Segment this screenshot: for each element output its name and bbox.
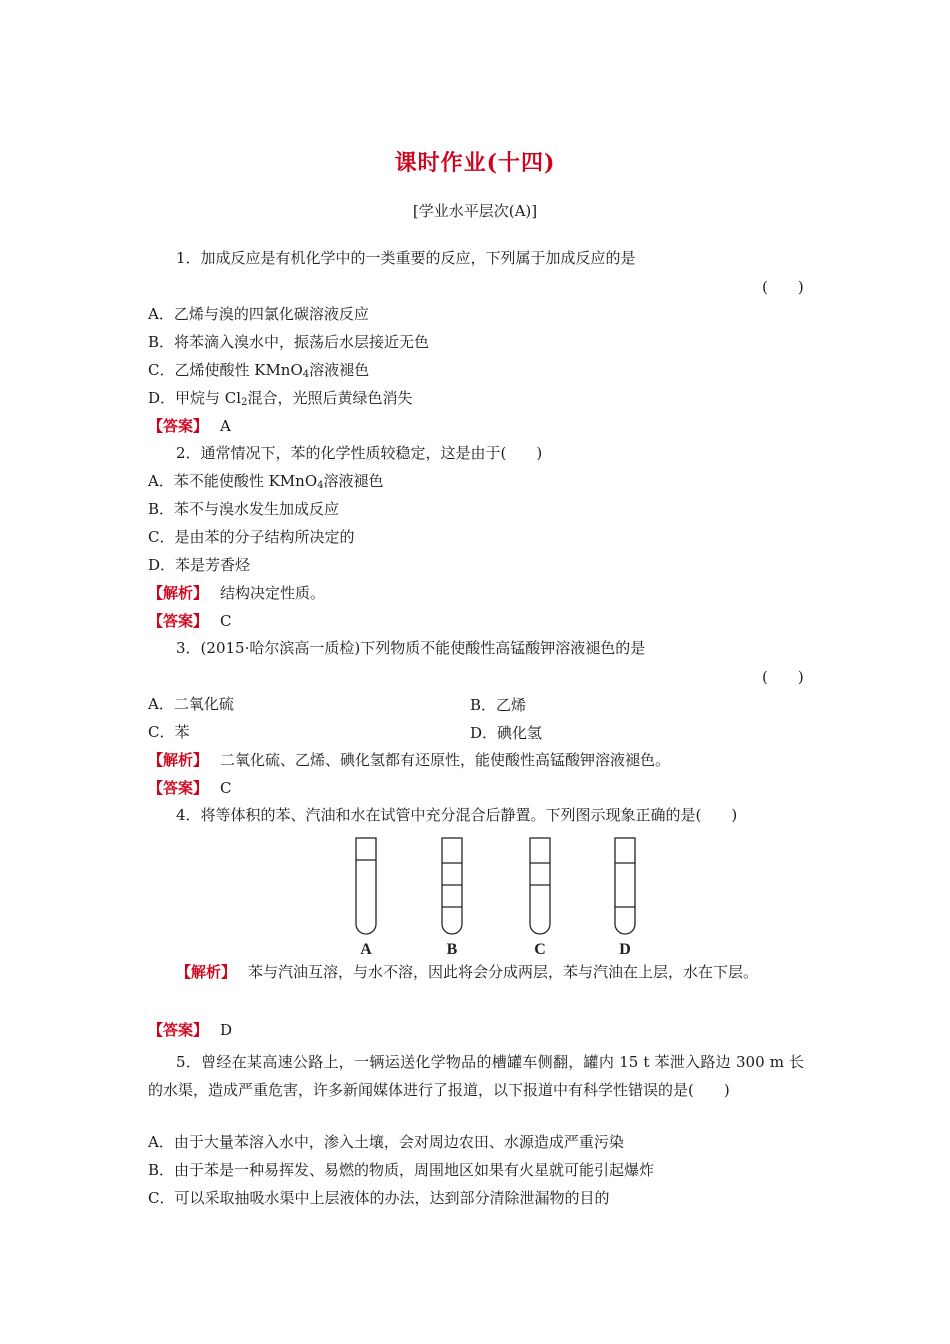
q5-stem: 5．曾经在某高速公路上，一辆运送化学物品的槽罐车侧翻，罐内 15 t 苯泄入路边 300 m 长的水渠，造成严重危害，许多新闻媒体进行了报道，以下报道中有科学性错误的是( ) xyxy=(148,1053,804,1099)
q3-option-b: B．乙烯 xyxy=(470,696,527,714)
q1-stem: 1．加成反应是有机化学中的一类重要的反应，下列属于加成反应的是 xyxy=(176,249,636,267)
q1-option-c: C．乙烯使酸性 KMnO$_4$溶液褪色 xyxy=(148,361,370,380)
test-tubes-figure xyxy=(340,830,640,960)
q1-option-a: A．乙烯与溴的四氯化碳溶液反应 xyxy=(148,305,369,323)
answer-tag: 【答案】 xyxy=(148,1021,209,1039)
analysis-tag: 【解析】 xyxy=(176,963,237,981)
page-title: 课时作业(十四) xyxy=(394,150,556,176)
q5-option-a: A．由于大量苯溶入水中，渗入土壤，会对周边农田、水源造成严重污染 xyxy=(148,1133,624,1151)
answer-tag: 【答案】 xyxy=(148,779,209,797)
q1-option-d: D．甲烷与 $Cl_2$混合，光照后黄绿色消失 xyxy=(148,389,413,408)
tube-a xyxy=(356,838,376,934)
q4-analysis: 【解析】 苯与汽油互溶，与水不溶，因此将会分成两层，苯与汽油在上层，水在下层。 xyxy=(176,963,759,981)
tube-d xyxy=(615,838,635,934)
answer-tag: 【答案】 xyxy=(148,612,209,630)
tube-label-a: A xyxy=(360,941,372,958)
q3-answer: 【答案】 C xyxy=(148,779,232,797)
answer-tag: 【答案】 xyxy=(148,417,209,435)
q5-option-c: C．可以采取抽吸水渠中上层液体的办法，达到部分清除泄漏物的目的 xyxy=(148,1189,610,1207)
q2-option-a: A．苯不能使酸性 KMnO$_4$溶液褪色 xyxy=(148,472,384,491)
q4-answer: 【答案】 D xyxy=(148,1021,233,1039)
analysis-tag: 【解析】 xyxy=(148,584,209,602)
analysis-tag: 【解析】 xyxy=(148,751,209,769)
q5-option-b: B．由于苯是一种易挥发、易燃的物质，周围地区如果有火星就可能引起爆炸 xyxy=(148,1161,655,1179)
q1-option-b: B．将苯滴入溴水中，振荡后水层接近无色 xyxy=(148,333,430,351)
q3-answer-blank: ( ) xyxy=(762,668,804,686)
tube-label-c: C xyxy=(534,941,546,958)
tube-c xyxy=(530,838,550,934)
tube-label-b: B xyxy=(446,941,458,958)
q4-stem: 4．将等体积的苯、汽油和水在试管中充分混合后静置。下列图示现象正确的是( ) xyxy=(176,806,738,824)
q3-stem: 3．(2015·哈尔滨高一质检)下列物质不能使酸性高锰酸钾溶液褪色的是 xyxy=(176,639,646,657)
q3-option-d: D．碘化氢 xyxy=(470,724,543,742)
tube-b xyxy=(442,838,462,934)
q2-option-b: B．苯不与溴水发生加成反应 xyxy=(148,500,340,518)
tube-label-d: D xyxy=(619,941,631,958)
level-subtitle: [学业水平层次(A)] xyxy=(412,202,538,220)
q3-option-a: A．二氧化硫 xyxy=(148,695,234,713)
q3-option-c: C．苯 xyxy=(148,723,190,741)
q2-stem: 2．通常情况下，苯的化学性质较稳定，这是由于( ) xyxy=(176,444,543,462)
q2-option-d: D．苯是芳香烃 xyxy=(148,556,251,574)
q2-answer: 【答案】 C xyxy=(148,612,232,630)
q3-analysis: 【解析】 二氧化硫、乙烯、碘化氢都有还原性，能使酸性高锰酸钾溶液褪色。 xyxy=(148,751,671,769)
q2-analysis: 【解析】 结构决定性质。 xyxy=(148,584,326,602)
q2-option-c: C．是由苯的分子结构所决定的 xyxy=(148,528,355,546)
q1-answer-blank: ( ) xyxy=(762,278,804,296)
q1-answer: 【答案】 A xyxy=(148,417,231,435)
